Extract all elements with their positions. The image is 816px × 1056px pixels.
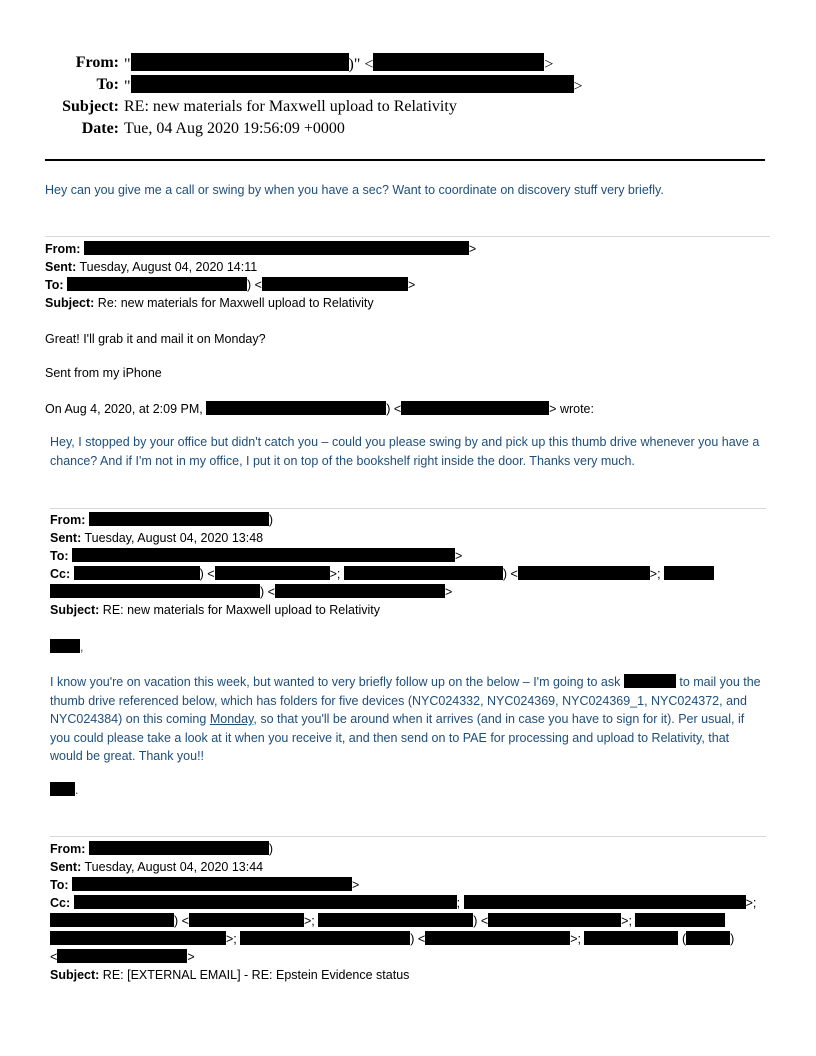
message3-greeting	[50, 638, 83, 656]
redaction-box	[686, 931, 730, 945]
sent-label: Sent:	[45, 260, 77, 274]
cc-text: >;	[303, 914, 315, 928]
to-label: To:	[45, 278, 64, 292]
redaction-box	[72, 548, 455, 562]
redaction-box	[488, 913, 621, 927]
header-from-label: From:	[75, 54, 119, 71]
cc-text: >;	[649, 567, 661, 581]
to-mid-text: ) <	[247, 278, 262, 292]
message4-cc-line-3	[50, 930, 734, 948]
redaction-box	[57, 949, 187, 963]
redaction-box	[131, 75, 574, 93]
subject-label: Subject:	[50, 968, 100, 982]
to-end-text: >	[573, 78, 583, 95]
redaction-box	[584, 931, 678, 945]
header-divider	[45, 159, 765, 161]
cc-label: Cc:	[50, 896, 71, 910]
redaction-box	[624, 674, 676, 688]
subject-value: RE: new materials for Maxwell upload to Relativity	[102, 603, 380, 617]
from-end-text: >	[544, 56, 554, 73]
redaction-box	[664, 566, 714, 580]
redaction-box	[240, 931, 410, 945]
message1-body: Hey can you give me a call or swing by when you have a sec? Want to coordinate on discovery stuff very briefly.	[45, 183, 664, 197]
message4-cc-line-4	[50, 948, 195, 966]
redaction-box	[67, 277, 247, 291]
from-quote: "	[124, 56, 131, 73]
cc-text: >;	[226, 932, 237, 946]
redaction-box	[72, 877, 352, 891]
header-subject-value: RE: new materials for Maxwell upload to Relativity	[124, 98, 457, 115]
cc-text: (	[681, 932, 687, 946]
redaction-box	[50, 639, 80, 653]
body-text: to mail you the thumb drive referenced below, which has folders for five devices (NYC024332, NYC024369, NYC024369_1, NYC024372, and NYC024384) on this coming	[50, 675, 761, 726]
cc-text: >	[444, 585, 453, 599]
redaction-box	[89, 512, 269, 526]
sent-label: Sent:	[50, 531, 82, 545]
message2-sent-line	[45, 258, 257, 276]
from-end-text: >	[468, 242, 477, 256]
redaction-box	[635, 913, 725, 927]
redaction-box	[464, 895, 746, 909]
cc-text: >;	[329, 567, 341, 581]
message4-from-line	[50, 840, 273, 858]
message3-signoff	[50, 781, 78, 799]
redaction-box	[215, 566, 330, 580]
redaction-box	[50, 584, 260, 598]
from-label: From:	[45, 242, 81, 256]
cc-text: ) <	[410, 932, 426, 946]
header-to-label: To:	[96, 76, 119, 93]
message3-cc-line	[50, 565, 714, 583]
from-label: From:	[50, 842, 86, 856]
message2-quoted-body: Hey, I stopped by your office but didn't catch you – could you please swing by and pick up this thumb drive whenever you have a chance? And if I'm not in my office, I put it on top of the bookshelf right inside the door. Thanks very much.	[50, 435, 760, 468]
subject-value: Re: new materials for Maxwell upload to Relativity	[97, 296, 374, 310]
greeting-end: ,	[80, 640, 84, 654]
redaction-box	[74, 566, 200, 580]
message2-from-line	[45, 240, 476, 258]
cc-text: >	[187, 950, 195, 964]
redaction-box	[401, 401, 549, 415]
to-end-text: >	[455, 549, 463, 563]
subject-value: RE: [EXTERNAL EMAIL] - RE: Epstein Evidence status	[102, 968, 410, 982]
cc-text: ) <	[473, 914, 489, 928]
cc-text: >;	[621, 914, 632, 928]
cc-text: >;	[570, 932, 581, 946]
redaction-box	[373, 53, 544, 71]
message3-body	[50, 673, 762, 766]
message3-from-line	[50, 511, 273, 529]
on-end-text: > wrote:	[549, 402, 594, 416]
cc-text: ) <	[174, 914, 189, 928]
message2-to-line	[45, 276, 415, 294]
body-text: , so that you'll be around when it arrives (and in case you have to sign for it). Per usual, if you could please take a look at it when you receive it, and then send on to PAE for processing and upload to Relativity, that would be great. Thank you!!	[50, 712, 745, 763]
subject-label: Subject:	[45, 296, 95, 310]
redaction-box	[50, 782, 75, 796]
redaction-box	[50, 931, 226, 945]
message2-line1: Great! I'll grab it and mail it on Monday?	[45, 332, 266, 346]
header-from-value	[124, 53, 553, 75]
redaction-box	[518, 566, 650, 580]
header-date-label: Date:	[81, 120, 119, 137]
cc-label: Cc:	[50, 567, 71, 581]
to-label: To:	[50, 549, 69, 563]
message4-cc-line-2	[50, 912, 725, 930]
cc-text: ) <	[260, 585, 275, 599]
message2-line2: Sent from my iPhone	[45, 366, 162, 380]
from-mid-text: )" <	[348, 56, 374, 73]
sent-value: Tuesday, August 04, 2020 14:11	[79, 260, 258, 274]
redaction-box	[206, 401, 386, 415]
from-end-text: )	[268, 842, 274, 856]
to-end-text: >	[352, 878, 360, 892]
message-divider	[45, 236, 770, 237]
message4-cc-line	[50, 894, 756, 912]
from-label: From:	[50, 513, 86, 527]
redaction-box	[74, 895, 457, 909]
message3-to-line	[50, 547, 462, 565]
header-subject-label: Subject:	[62, 98, 119, 115]
cc-text: ;	[456, 896, 461, 910]
message4-subject-line	[50, 966, 409, 984]
message4-sent-line	[50, 858, 263, 876]
redaction-box	[189, 913, 304, 927]
redaction-box	[318, 913, 473, 927]
redaction-box	[89, 841, 269, 855]
message2-quote-attribution	[45, 400, 594, 418]
to-end-text: >	[407, 278, 416, 292]
sent-value: Tuesday, August 04, 2020 13:48	[84, 531, 264, 545]
on-prefix: On Aug 4, 2020, at 2:09 PM,	[45, 402, 203, 416]
message4-to-line	[50, 876, 359, 894]
redaction-box	[425, 931, 570, 945]
message-divider	[50, 508, 766, 509]
from-end-text: )	[268, 513, 274, 527]
cc-text: ) <	[502, 567, 518, 581]
monday-underlined: Monday	[209, 712, 254, 726]
redaction-box	[275, 584, 445, 598]
subject-label: Subject:	[50, 603, 100, 617]
redaction-box	[131, 53, 349, 71]
message2-subject-line	[45, 294, 374, 312]
redaction-box	[262, 277, 408, 291]
on-mid-text: ) <	[386, 402, 402, 416]
message3-cc-line-2	[50, 583, 452, 601]
redaction-box	[344, 566, 503, 580]
cc-text: )	[730, 932, 735, 946]
message-divider	[50, 836, 766, 837]
header-to-value	[124, 75, 583, 97]
cc-text: ) <	[199, 567, 215, 581]
sent-value: Tuesday, August 04, 2020 13:44	[84, 860, 264, 874]
message3-sent-line	[50, 529, 263, 547]
message3-subject-line	[50, 601, 380, 619]
cc-text: <	[50, 950, 58, 964]
body-text: I know you're on vacation this week, but wanted to very briefly follow up on the below – I'm going to ask	[50, 675, 621, 689]
redaction-box	[50, 913, 174, 927]
sent-label: Sent:	[50, 860, 82, 874]
cc-text: >;	[745, 896, 757, 910]
header-date-value: Tue, 04 Aug 2020 19:56:09 +0000	[124, 120, 345, 137]
redaction-box	[84, 241, 469, 255]
signoff-end: .	[75, 783, 79, 797]
to-label: To:	[50, 878, 69, 892]
to-quote: "	[124, 78, 131, 95]
